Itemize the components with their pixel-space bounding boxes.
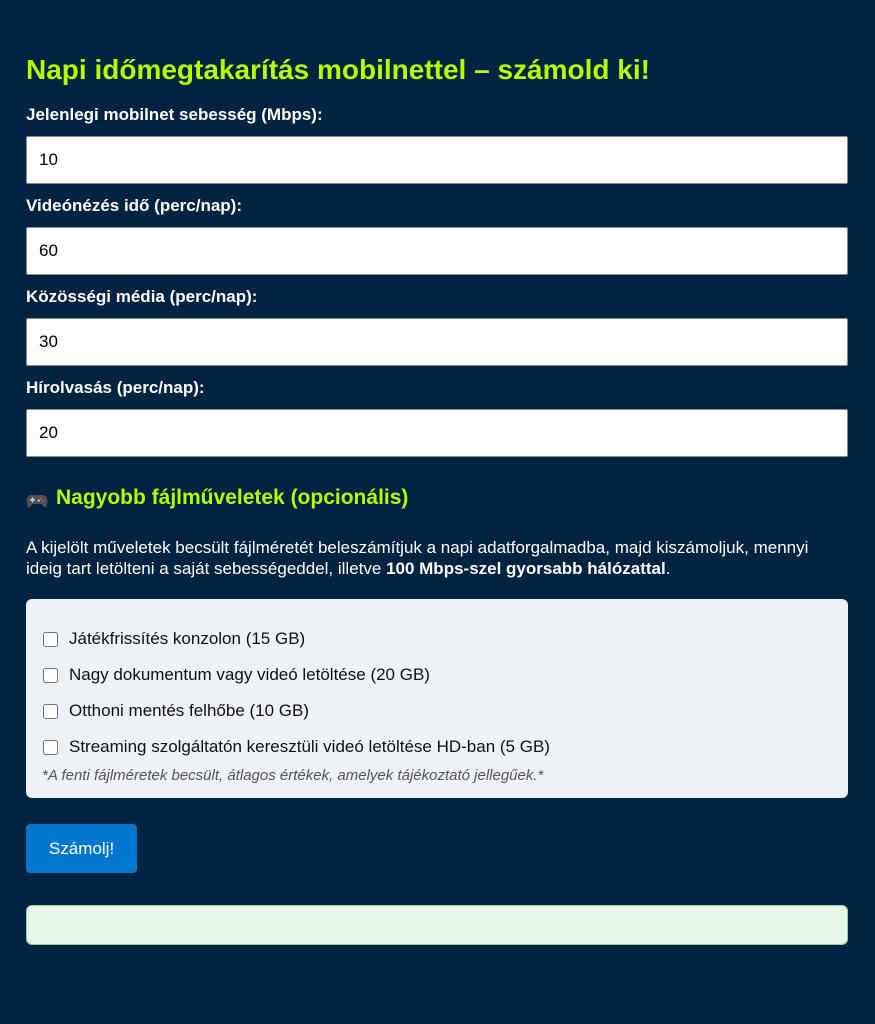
desc-bold-text: 100 Mbps-szel gyorsabb hálózattal (386, 559, 666, 578)
option-cloud-backup[interactable] (42, 693, 832, 729)
result-box (26, 905, 848, 945)
option-label: Streaming szolgáltatón keresztüli videó letöltése HD-ban (5 GB) (69, 737, 550, 756)
option-large-download[interactable] (42, 657, 832, 693)
news-label: Hírolvasás (perc/nap): (26, 378, 205, 397)
section-heading (26, 485, 849, 511)
video-time-input[interactable] (26, 227, 848, 275)
option-hd-streaming[interactable] (42, 729, 832, 765)
option-label: Nagy dokumentum vagy videó letöltése (20 GB) (69, 665, 430, 684)
video-time-label: Videónézés idő (perc/nap): (26, 196, 243, 215)
social-media-label: Közösségi média (perc/nap): (26, 287, 258, 306)
disclaimer-note: *A fenti fájlméretek becsült, átlagos értékek, amelyek tájékoztató jellegűek.* (42, 767, 544, 784)
option-checkbox[interactable] (43, 632, 58, 647)
section-description (26, 537, 816, 579)
desc-end: . (665, 559, 671, 578)
option-game-update[interactable] (42, 621, 832, 657)
option-checkbox[interactable] (43, 668, 58, 683)
option-label: Játékfrissítés konzolon (15 GB) (69, 629, 306, 648)
option-checkbox[interactable] (43, 704, 58, 719)
speed-label: Jelenlegi mobilnet sebesség (Mbps): (26, 105, 323, 124)
desc-text: A kijelölt műveletek becsült fájlméretét beleszámítjuk a napi adatforgalmadba, majd kiszámoljuk, mennyi ideig tart letölteni a saját sebességeddel, illetve (26, 538, 809, 578)
option-label: Otthoni mentés felhőbe (10 GB) (69, 701, 310, 720)
calculate-button[interactable]: Számolj! (26, 824, 137, 873)
options-box (26, 599, 848, 798)
section-title: Nagyobb fájlműveletek (opcionális) (56, 486, 409, 509)
news-input[interactable] (26, 409, 848, 457)
speed-input[interactable] (26, 136, 848, 184)
social-media-input[interactable] (26, 318, 848, 366)
page-title: Napi időmegtakarítás mobilnettel – számold ki! (26, 54, 650, 85)
gamepad-icon (26, 490, 48, 506)
option-checkbox[interactable] (43, 740, 58, 755)
